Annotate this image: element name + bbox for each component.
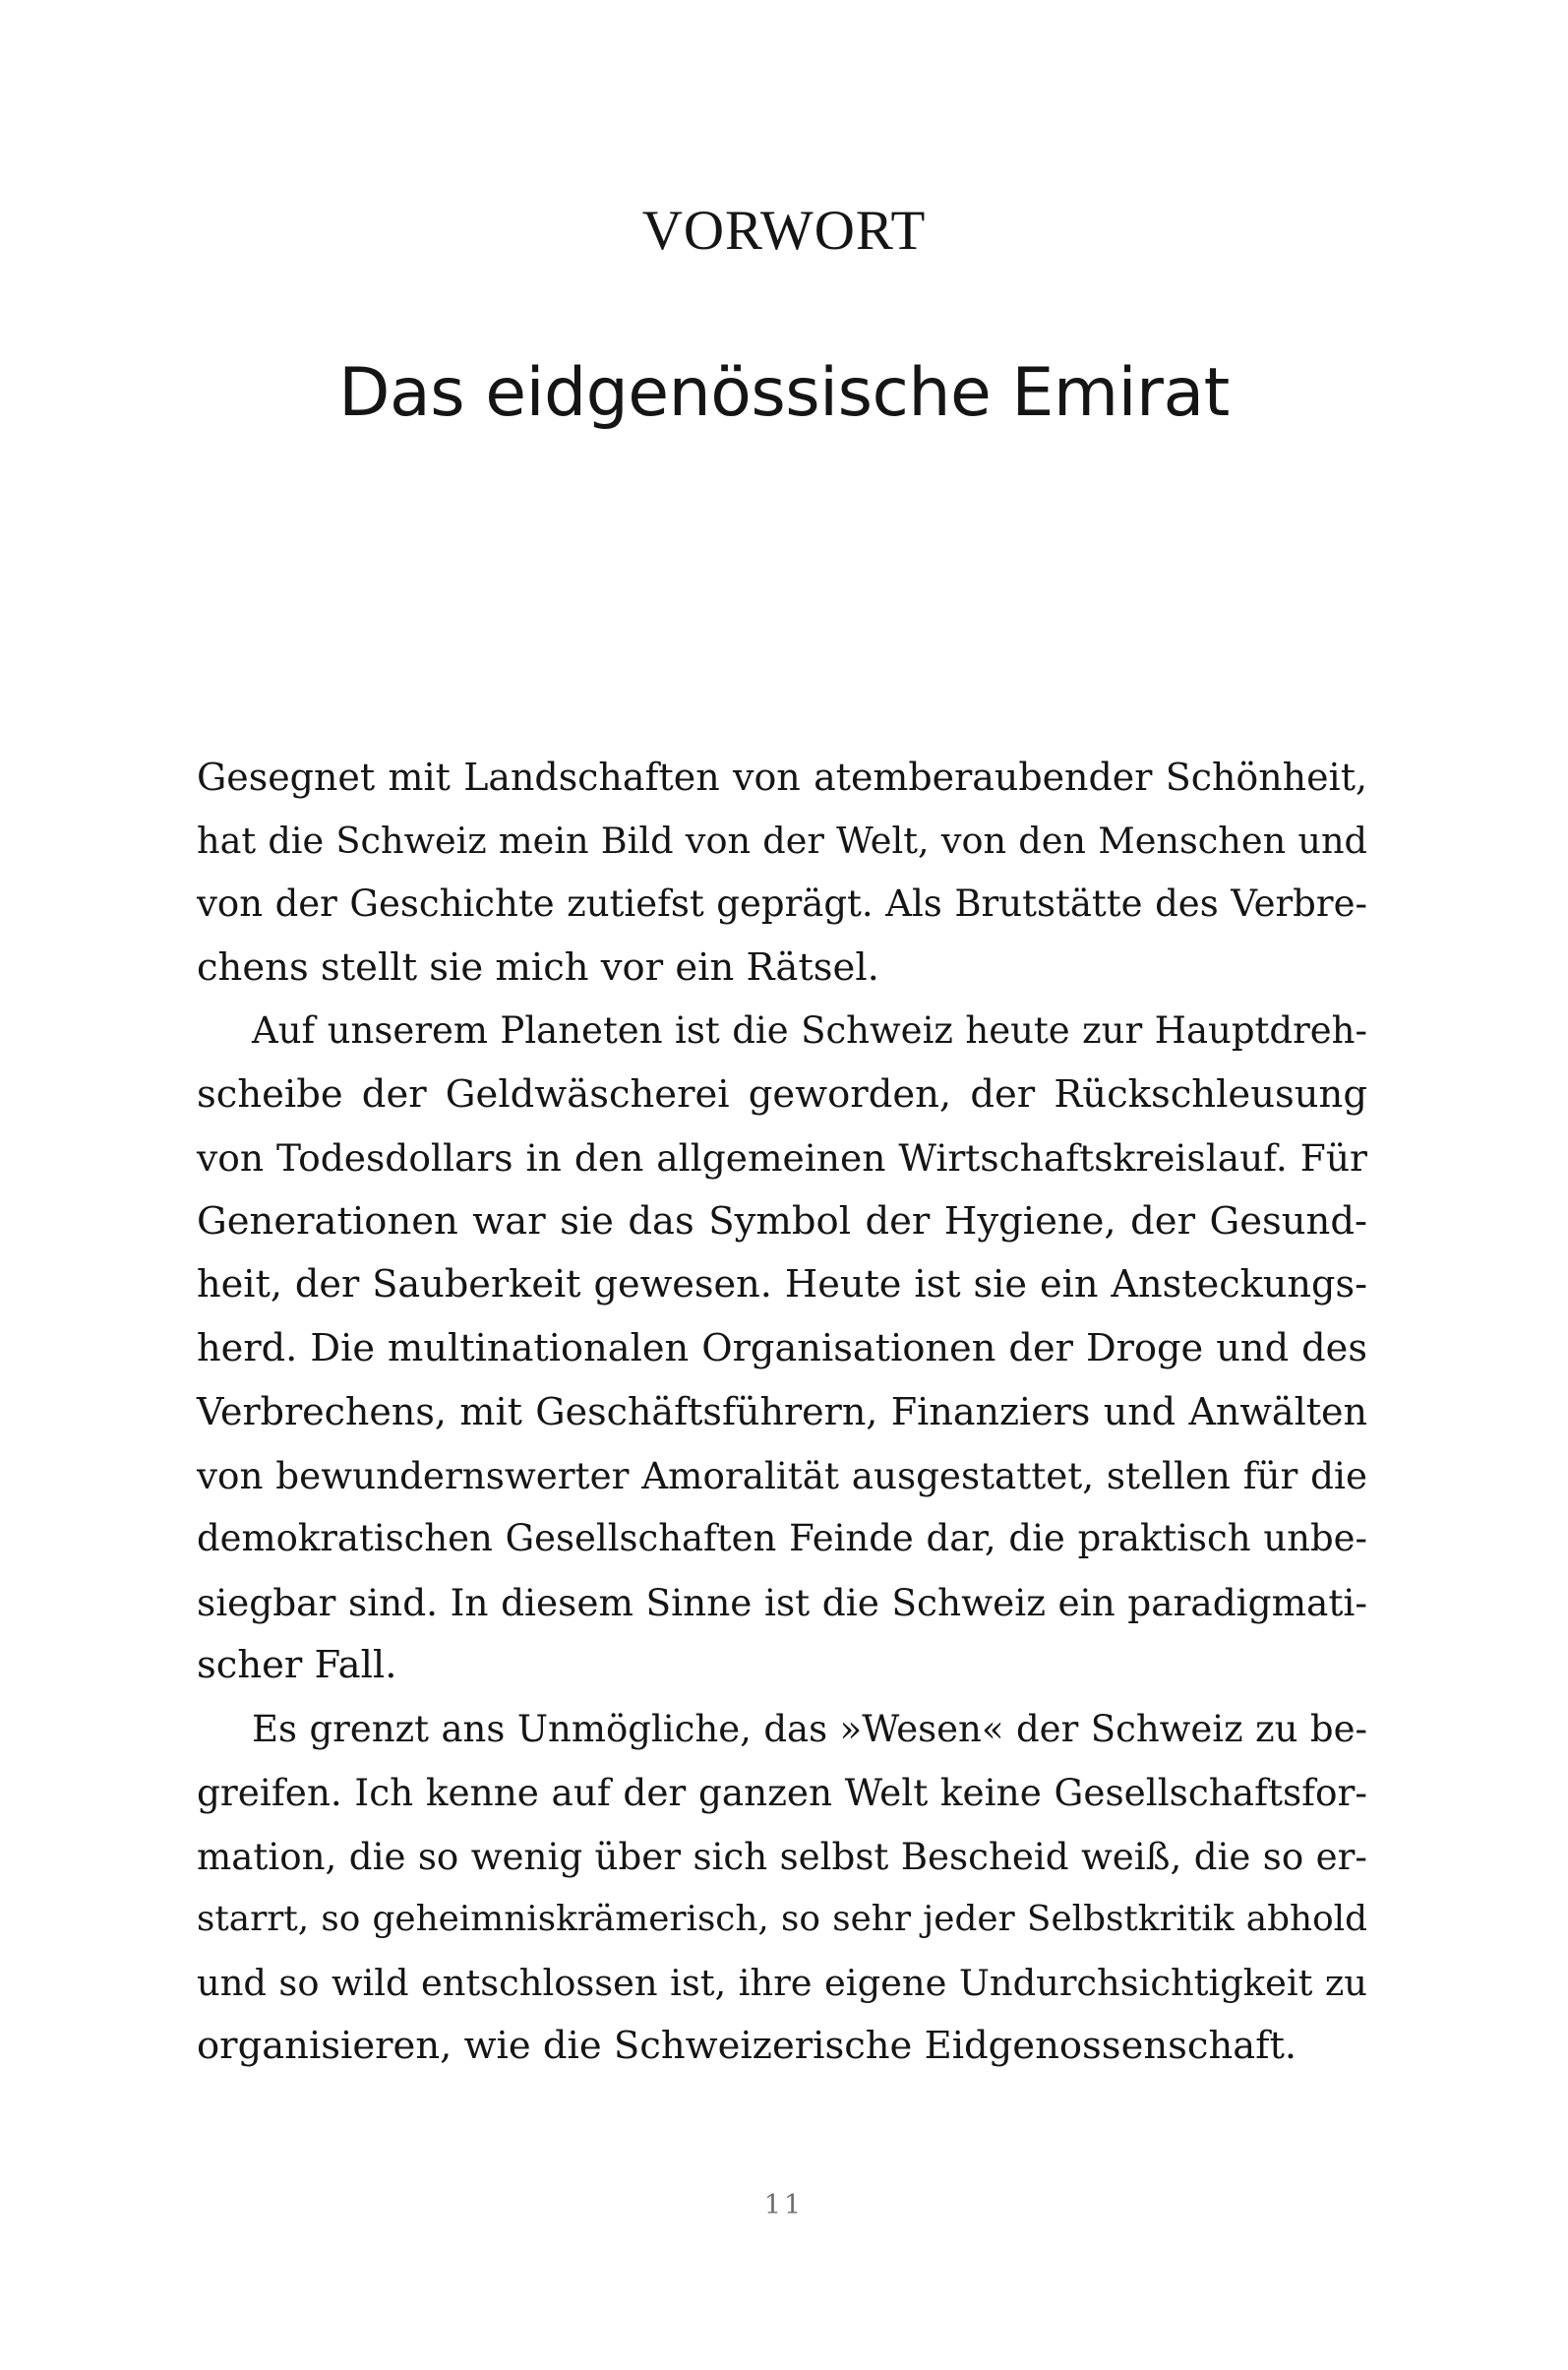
text-line: Verbrechens, mit Geschäftsführern, Finanziers und Anwälten	[197, 1390, 1367, 1433]
page-number: 11	[763, 2190, 805, 2220]
text-line: demokratischen Gesellschaften Feinde dar, die praktisch unbe-	[197, 1517, 1367, 1559]
body-text	[197, 746, 1367, 2079]
text-line: mation, die so wenig über sich selbst Bescheid weiß, die so er-	[197, 1834, 1367, 1878]
text-line: von bewundernswerter Amoralität ausgestattet, stellen für die	[197, 1453, 1367, 1497]
text-line: Generationen war sie das Symbol der Hygiene, der Gesund-	[197, 1198, 1367, 1244]
text-line: starrt, so geheimniskrämerisch, so sehr jeder Selbstkritik abhold	[197, 1899, 1367, 1939]
text-line: siegbar sind. In diesem Sinne ist die Schweiz ein paradigmati-	[197, 1580, 1367, 1624]
chapter-kicker: VORWORT	[641, 200, 927, 262]
text-line: Es grenzt ans Unmögliche, das »Wesen« der Schweiz zu be-	[252, 1707, 1367, 1750]
text-line: von der Geschichte zutiefst geprägt. Als Brutstätte des Verbre-	[197, 882, 1367, 925]
text-line: greifen. Ich kenne auf der ganzen Welt keine Gesellschaftsfor-	[197, 1771, 1367, 1814]
text-line: Auf unserem Planeten ist die Schweiz heute zur Hauptdreh-	[252, 1009, 1367, 1052]
text-line: und so wild entschlossen ist, ihre eigene Undurchsichtigkeit zu	[197, 1961, 1367, 2004]
text-line: organisieren, wie die Schweizerische Eidgenossenschaft.	[197, 2024, 1297, 2068]
text-line: Gesegnet mit Landschaften von atemberaubender Schönheit,	[197, 756, 1367, 799]
text-line: heit, der Sauberkeit gewesen. Heute ist sie ein Ansteckungs-	[197, 1263, 1367, 1307]
chapter-title: Das eidgenössische Emirat	[338, 354, 1230, 432]
text-line: von Todesdollars in den allgemeinen Wirtschaftskreislauf. Für	[197, 1136, 1367, 1180]
text-line: herd. Die multinationalen Organisationen der Droge und des	[197, 1325, 1367, 1370]
text-line: scher Fall.	[197, 1643, 397, 1687]
text-line: scheibe der Geldwäscherei geworden, der Rückschleusung	[197, 1071, 1367, 1117]
text-line: hat die Schweiz mein Bild von der Welt, von den Menschen und	[197, 819, 1367, 862]
text-line: chens stellt sie mich vor ein Rätsel.	[197, 944, 879, 990]
